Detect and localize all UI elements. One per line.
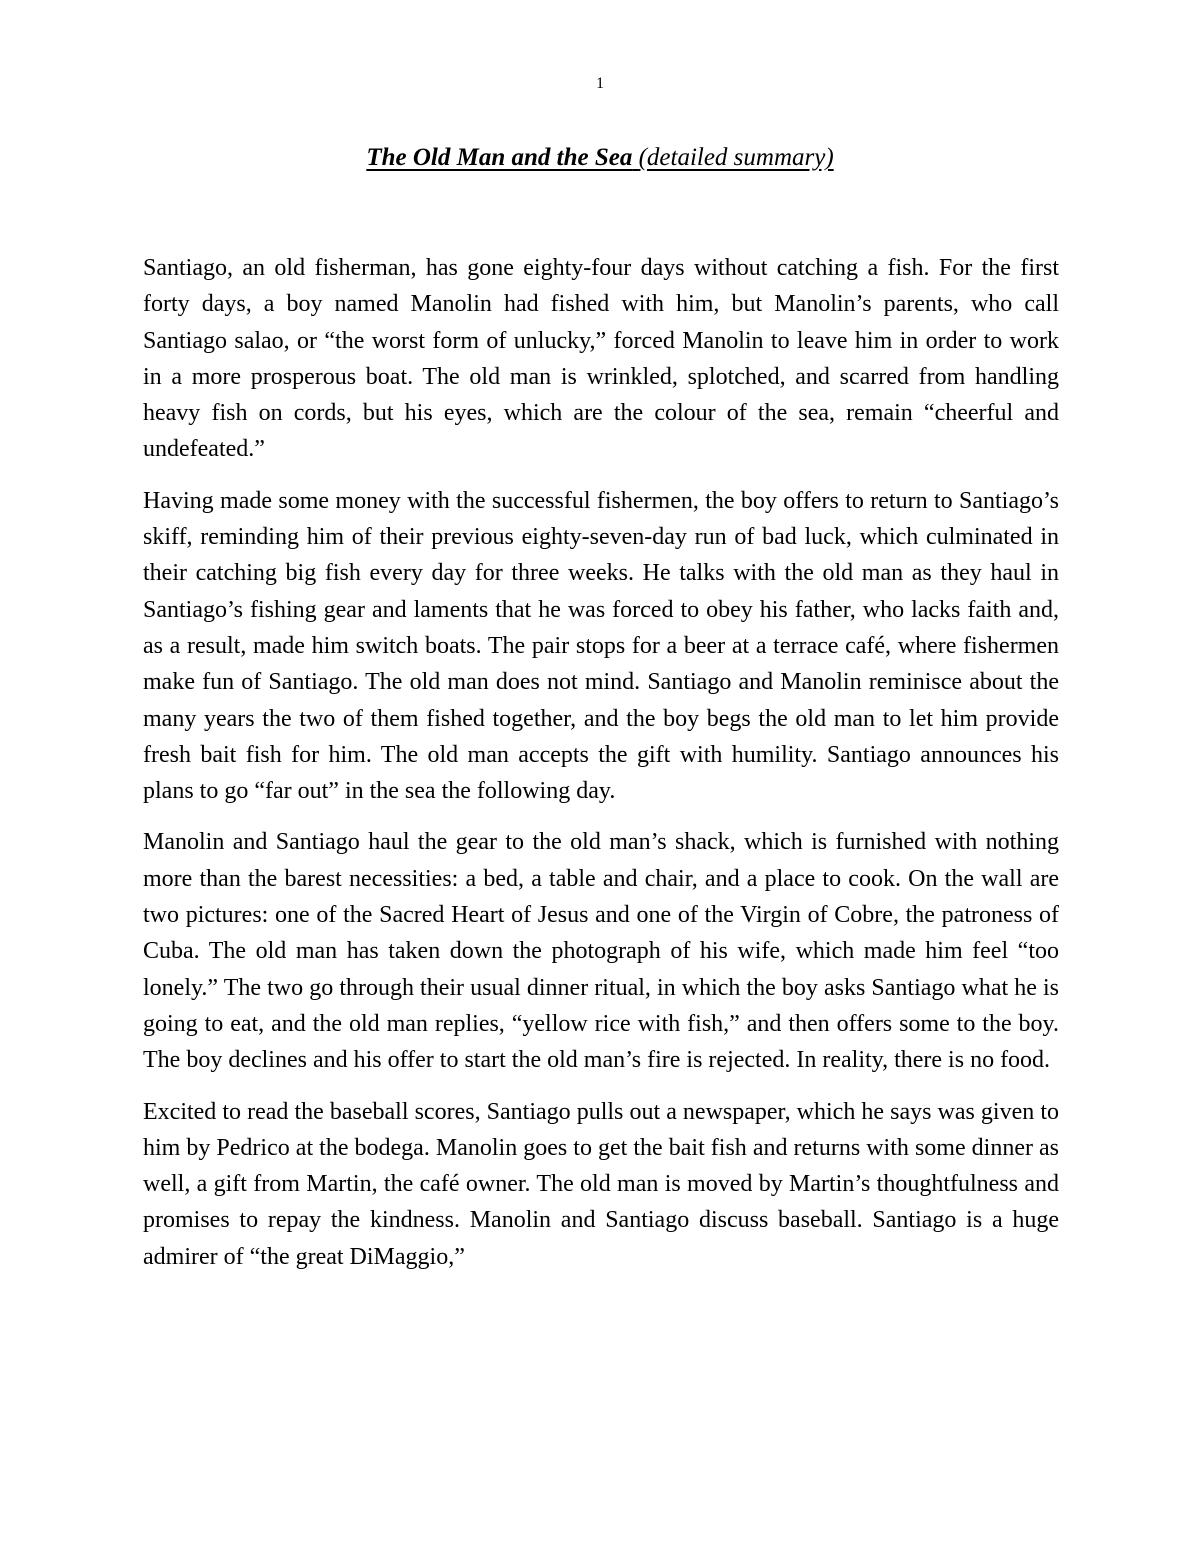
- page-number: 1: [596, 75, 604, 92]
- paragraph-3: Manolin and Santiago haul the gear to the old man’s shack, which is furnished with nothing more than the barest necessities: a bed, a table and chair, and a place to cook. On the wall are two pictures: one of the Sacred Heart of Jesus and one of the Virgin of Cobre, the patroness of Cuba. The old man has taken down the photograph of his wife, which made him feel “too lonely.” The two go through their usual dinner ritual, in which the boy asks Santiago what he is going to eat, and the old man replies, “yellow rice with fish,” and then offers some to the boy. The boy declines and his offer to start the old man’s fire is rejected. In reality, there is no food.: [143, 829, 1059, 1074]
- paragraph-4: Excited to read the baseball scores, Santiago pulls out a newspaper, which he says was given to him by Pedrico at the bodega. Manolin goes to get the bait fish and returns with some dinner as well, a gift from Martin, the café owner. The old man is moved by Martin’s thoughtfulness and promises to repay the kindness. Manolin and Santiago discuss baseball. Santiago is a huge admirer of “the great DiMaggio,”: [143, 1098, 1059, 1270]
- paragraph-2: Having made some money with the successful fishermen, the boy offers to return to Santiago’s skiff, reminding him of their previous eighty-seven-day run of bad luck, which culminated in their catching big fish every day for three weeks. He talks with the old man as they haul in Santiago’s fishing gear and laments that he was forced to obey his father, who lacks faith and, as a result, made him switch boats. The pair stops for a beer at a terrace café, where fishermen make fun of Santiago. The old man does not mind. Santiago and Manolin reminisce about the many years the two of them fished together, and the boy begs the old man to let him provide fresh bait fish for him. The old man accepts the gift with humility. Santiago announces his plans to go “far out” in the sea the following day.: [143, 487, 1059, 805]
- paragraph-1: Santiago, an old fisherman, has gone eighty-four days without catching a fish. For the first forty days, a boy named Manolin had fished with him, but Manolin’s parents, who call Santiago salao, or “the worst form of unlucky,” forced Manolin to leave him in order to work in a more prosperous boat. The old man is wrinkled, splotched, and scarred from handling heavy fish on cords, but his eyes, which are the colour of the sea, remain “cheerful and undefeated.”: [143, 255, 1059, 463]
- title-main: The Old Man and the Sea: [366, 144, 633, 171]
- document-title: [0, 142, 1200, 174]
- document-body: [143, 250, 1059, 1290]
- title-subtitle: (detailed summary): [638, 144, 834, 171]
